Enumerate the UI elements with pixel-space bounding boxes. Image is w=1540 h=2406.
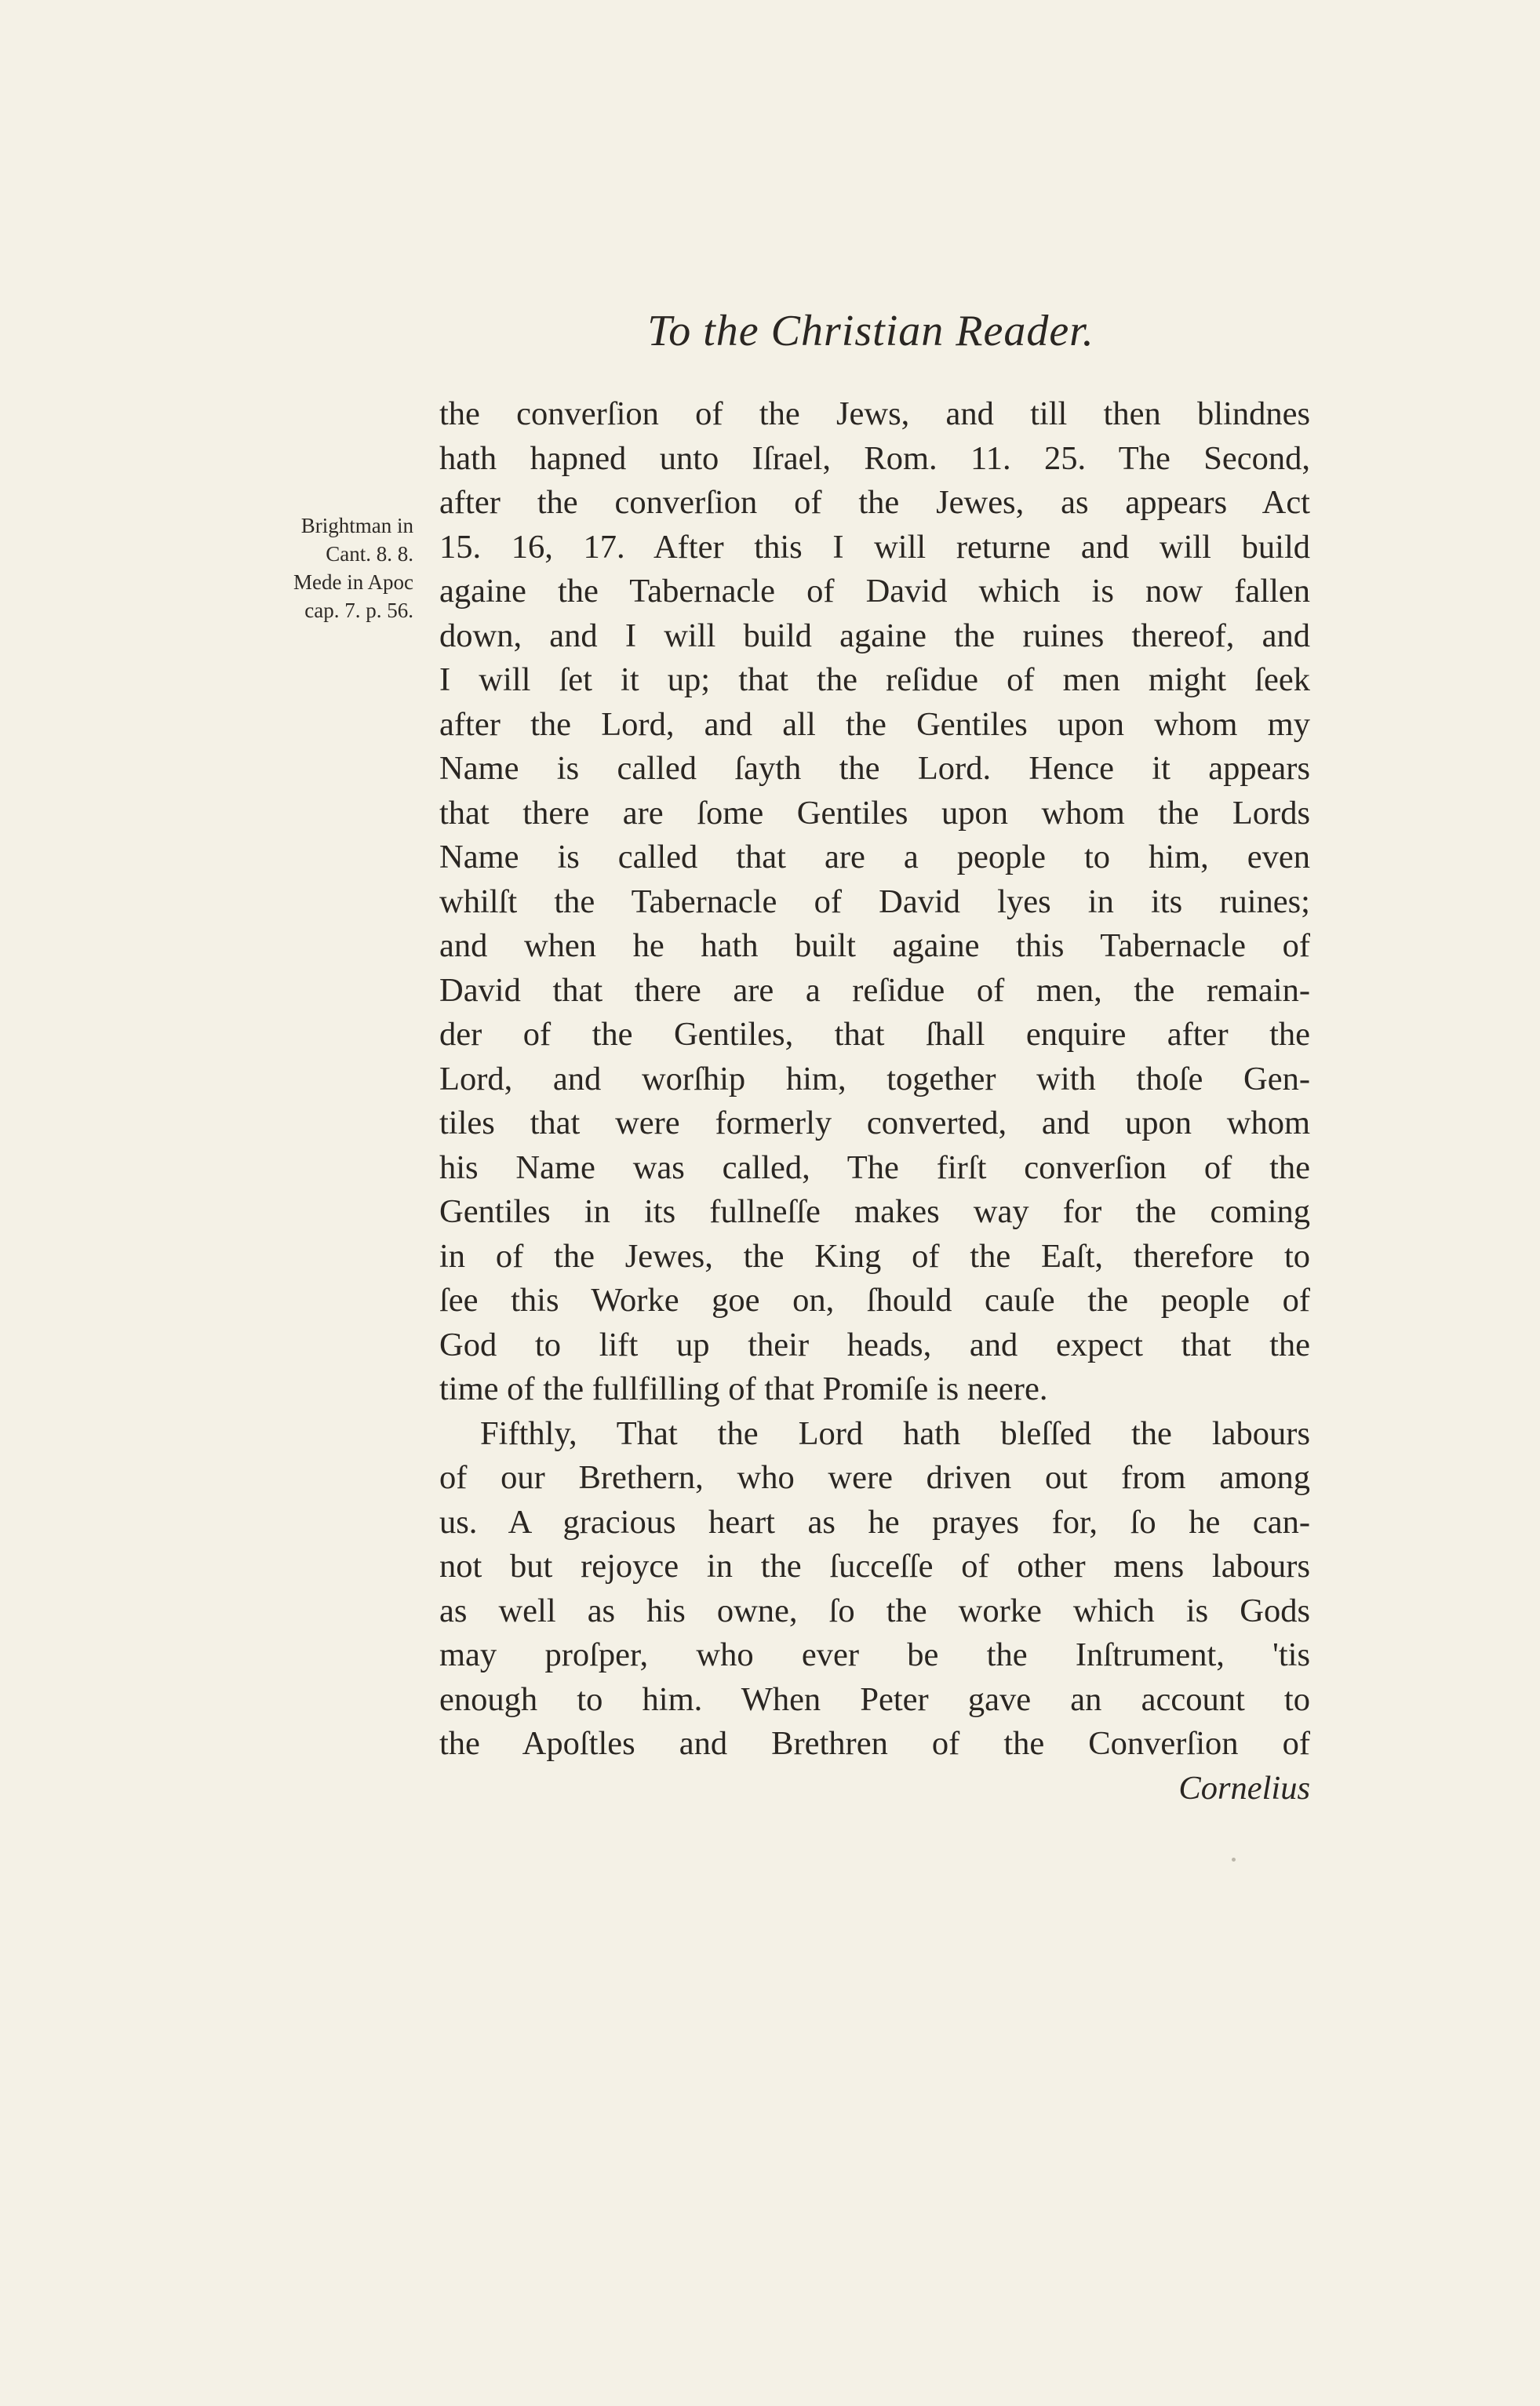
text-line: us. A gracious heart as he prayes for, ſo he can- bbox=[439, 1503, 1310, 1541]
text-line: and when he hath built againe this Tabernacle of bbox=[439, 927, 1310, 964]
text-line: God to lift up their heads, and expect that the bbox=[439, 1326, 1310, 1363]
margin-note: Brightman in bbox=[300, 514, 413, 537]
text-line: whilſt the Tabernacle of David lyes in its ruines; bbox=[439, 883, 1310, 920]
text-line: Lord, and worſhip him, together with thoſe Gen- bbox=[439, 1060, 1310, 1097]
body-text bbox=[439, 392, 1310, 1811]
text-line: after the Lord, and all the Gentiles upon whom my bbox=[439, 705, 1310, 743]
text-line: enough to him. When Peter gave an account to bbox=[439, 1680, 1310, 1718]
text-line: the converſion of the Jews, and till then blindnes bbox=[439, 395, 1310, 432]
text-line: hath hapned unto Iſrael, Rom. 11. 25. The Second, bbox=[439, 439, 1310, 477]
text-line: Name is called that are a people to him, even bbox=[439, 839, 1310, 875]
margin-notes bbox=[245, 511, 413, 624]
text-line: of our Brethern, who were driven out from among bbox=[439, 1459, 1310, 1496]
text-line: may proſper, who ever be the Inſtrument, 'tis bbox=[439, 1636, 1310, 1673]
text-line: David that there are a reſidue of men, the remain- bbox=[439, 971, 1310, 1009]
text-line: Name is called ſayth the Lord. Hence it appears bbox=[439, 750, 1310, 787]
text-line: in of the Jewes, the King of the Eaſt, therefore to bbox=[439, 1237, 1310, 1275]
margin-note: Mede in Apoc bbox=[293, 570, 413, 594]
text-line: I will ſet it up; that the reſidue of men might ſeek bbox=[439, 661, 1310, 698]
text-line: not but rejoyce in the ſucceſſe of other mens labours bbox=[439, 1548, 1310, 1585]
running-head: To the Christian Reader. bbox=[647, 307, 1094, 355]
paper-speck bbox=[1232, 1858, 1236, 1862]
text-line: time of the fullfilling of that Promiſe is neere. bbox=[439, 1370, 1048, 1407]
text-line: againe the Tabernacle of David which is now fallen bbox=[439, 573, 1310, 610]
text-line: after the converſion of the Jewes, as appears Act bbox=[439, 484, 1310, 521]
text-line: Fifthly, That the Lord hath bleſſed the labours bbox=[480, 1414, 1310, 1452]
margin-note: Cant. 8. 8. bbox=[326, 542, 413, 566]
text-line: as well as his owne, ſo the worke which is Gods bbox=[439, 1592, 1310, 1629]
text-line: his Name was called, The firſt converſion of the bbox=[439, 1148, 1310, 1186]
catchword: Cornelius bbox=[1178, 1769, 1310, 1807]
text-line: der of the Gentiles, that ſhall enquire after the bbox=[439, 1016, 1310, 1053]
text-line: Gentiles in its fullneſſe makes way for the coming bbox=[439, 1193, 1310, 1230]
text-line: the Apoſtles and Brethren of the Converſion of bbox=[439, 1725, 1310, 1762]
text-line: that there are ſome Gentiles upon whom the Lords bbox=[439, 794, 1310, 832]
text-line: tiles that were formerly converted, and upon whom bbox=[439, 1105, 1310, 1141]
text-line: 15. 16, 17. After this I will returne and will build bbox=[439, 528, 1310, 566]
margin-note: cap. 7. p. 56. bbox=[304, 599, 413, 622]
text-line: ſee this Worke goe on, ſhould cauſe the people of bbox=[439, 1282, 1310, 1319]
text-line: down, and I will build againe the ruines thereof, and bbox=[439, 617, 1310, 654]
